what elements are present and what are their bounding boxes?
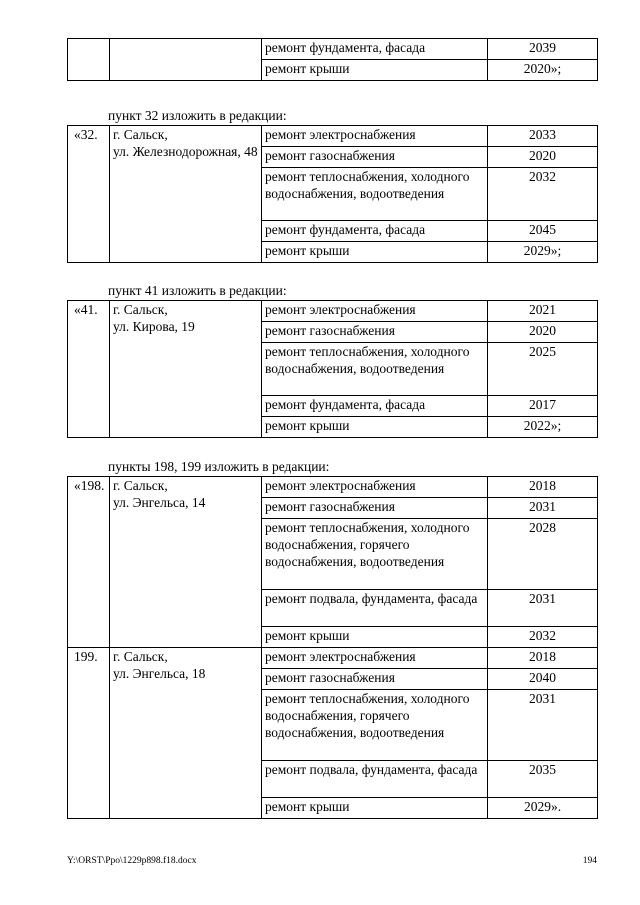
year-cell: 2018 — [488, 477, 598, 498]
year-cell: 2032 — [488, 168, 598, 221]
footer-page-number: 194 — [582, 856, 597, 866]
item-number: «198. — [68, 477, 110, 648]
table-row — [68, 39, 598, 60]
year-cell: 2040 — [488, 669, 598, 690]
address-cell: г. Сальск, ул. Энгельса, 18 — [110, 648, 262, 819]
work-cell: ремонт электроснабжения — [262, 648, 488, 669]
table-continuation — [67, 38, 598, 81]
year-cell: 2021 — [488, 301, 598, 322]
work-cell: ремонт теплоснабжения, холодного водоснабжения, водоотведения — [262, 343, 488, 396]
year-cell: 2025 — [488, 343, 598, 396]
year-cell: 2028 — [488, 519, 598, 590]
work-cell: ремонт газоснабжения — [262, 322, 488, 343]
address-cell: г. Сальск, ул. Энгельса, 14 — [110, 477, 262, 648]
work-cell: ремонт фундамента, фасада — [262, 396, 488, 417]
item-number: «32. — [68, 126, 110, 263]
work-cell: ремонт газоснабжения — [262, 669, 488, 690]
year-cell: 2045 — [488, 221, 598, 242]
item-number — [68, 39, 110, 81]
year-cell: 2020 — [488, 322, 598, 343]
year-cell: 2018 — [488, 648, 598, 669]
work-cell: ремонт теплоснабжения, холодного водоснабжения, горячего водоснабжения, водоотведения — [262, 519, 488, 590]
work-cell: ремонт крыши — [262, 627, 488, 648]
work-cell: ремонт крыши — [262, 798, 488, 819]
item-number: «41. — [68, 301, 110, 438]
year-cell: 2035 — [488, 761, 598, 798]
work-cell: ремонт крыши — [262, 417, 488, 438]
work-cell: ремонт подвала, фундамента, фасада — [262, 761, 488, 798]
heading-items-198-199: пункты 198, 199 изложить в редакции: — [108, 459, 330, 474]
address-cell: г. Сальск, ул. Железнодорожная, 48 — [110, 126, 262, 263]
work-cell: ремонт теплоснабжения, холодного водоснабжения, горячего водоснабжения, водоотведения — [262, 690, 488, 761]
year-cell: 2033 — [488, 126, 598, 147]
work-cell: ремонт электроснабжения — [262, 477, 488, 498]
work-cell: ремонт крыши — [262, 60, 488, 81]
table-row — [68, 301, 598, 322]
item-number: 199. — [68, 648, 110, 819]
year-cell: 2039 — [488, 39, 598, 60]
year-cell: 2017 — [488, 396, 598, 417]
year-cell: 2022»; — [488, 417, 598, 438]
work-cell: ремонт газоснабжения — [262, 498, 488, 519]
year-cell: 2031 — [488, 690, 598, 761]
work-cell: ремонт теплоснабжения, холодного водоснабжения, водоотведения — [262, 168, 488, 221]
heading-item-41: пункт 41 изложить в редакции: — [108, 283, 287, 298]
table-row — [68, 648, 598, 669]
address-cell — [110, 39, 262, 81]
year-cell: 2031 — [488, 590, 598, 627]
year-cell: 2020»; — [488, 60, 598, 81]
table-item-32 — [67, 125, 598, 263]
work-cell: ремонт крыши — [262, 242, 488, 263]
year-cell: 2020 — [488, 147, 598, 168]
work-cell: ремонт газоснабжения — [262, 147, 488, 168]
table-items-198-199 — [67, 476, 598, 819]
footer-file-path: Y:\ORST\Ppo\1229p898.f18.docx — [67, 856, 197, 866]
work-cell: ремонт электроснабжения — [262, 126, 488, 147]
work-cell: ремонт фундамента, фасада — [262, 221, 488, 242]
work-cell: ремонт электроснабжения — [262, 301, 488, 322]
year-cell: 2029». — [488, 798, 598, 819]
table-item-41 — [67, 300, 598, 438]
work-cell: ремонт фундамента, фасада — [262, 39, 488, 60]
heading-item-32: пункт 32 изложить в редакции: — [108, 108, 287, 123]
table-row — [68, 126, 598, 147]
work-cell: ремонт подвала, фундамента, фасада — [262, 590, 488, 627]
table-row — [68, 477, 598, 498]
address-cell: г. Сальск, ул. Кирова, 19 — [110, 301, 262, 438]
year-cell: 2032 — [488, 627, 598, 648]
year-cell: 2031 — [488, 498, 598, 519]
year-cell: 2029»; — [488, 242, 598, 263]
